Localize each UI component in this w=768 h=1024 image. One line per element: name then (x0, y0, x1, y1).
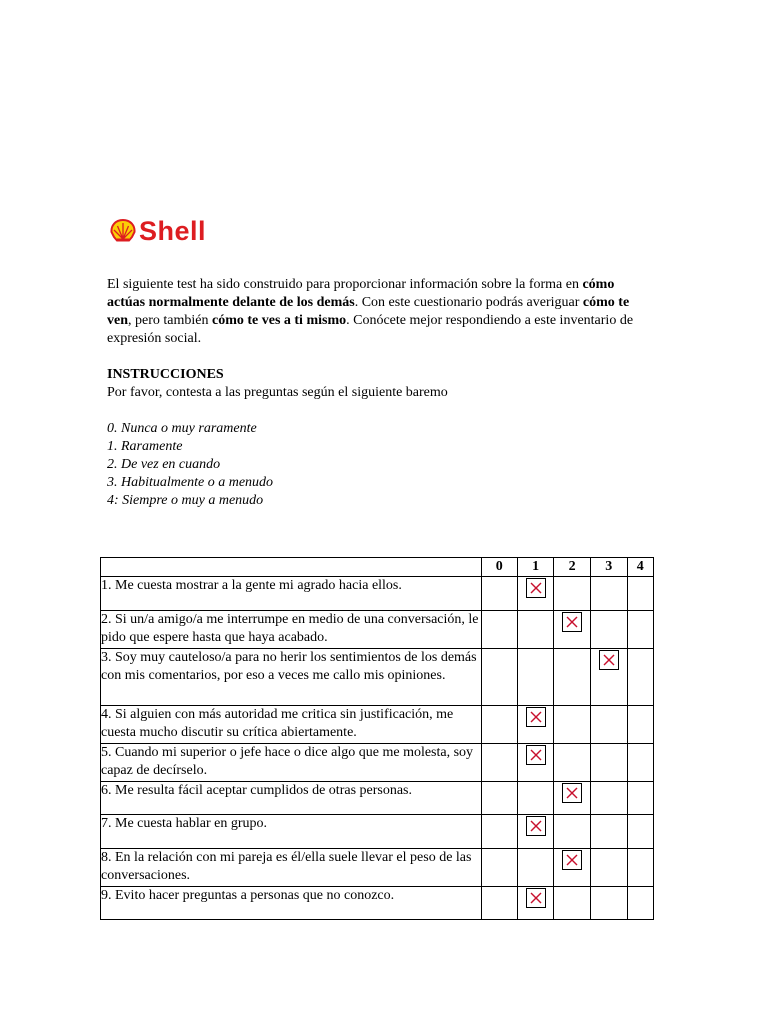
intro-text-1: El siguiente test ha sido construido para proporcionar información sobre la forma en (107, 277, 583, 292)
answer-cell[interactable] (481, 706, 517, 744)
question-text: 3. Soy muy cauteloso/a para no herir los sentimientos de los demás con mis comentarios, por eso a veces me callo mis opiniones. (101, 649, 482, 706)
answer-cell[interactable] (481, 649, 517, 706)
question-text: 9. Evito hacer preguntas a personas que no conozco. (101, 887, 482, 920)
answer-cell[interactable] (627, 849, 654, 887)
intro-text-3: , pero también (128, 313, 212, 328)
answer-cell[interactable] (627, 577, 654, 611)
rating-scale (107, 420, 647, 510)
checkbox-checked-x-icon[interactable] (599, 650, 619, 670)
brand-name: Shell (139, 216, 207, 246)
table-row (101, 782, 654, 815)
answer-cell[interactable] (517, 887, 554, 920)
table-row (101, 611, 654, 649)
intro-bold-3: cómo te ves a ti mismo (211, 313, 347, 328)
question-text: 4. Si alguien con más autoridad me critica sin justificación, me cuesta mucho discutir su crítica abiertamente. (101, 706, 482, 744)
question-text: 1. Me cuesta mostrar a la gente mi agrado hacia ellos. (101, 577, 482, 611)
answer-cell[interactable] (517, 649, 554, 706)
intro-paragraph (107, 276, 647, 348)
question-text: 6. Me resulta fácil aceptar cumplidos de otras personas. (101, 782, 482, 815)
answer-cell[interactable] (554, 611, 591, 649)
checkbox-checked-x-icon[interactable] (562, 850, 582, 870)
checkbox-checked-x-icon[interactable] (526, 888, 546, 908)
question-column-header (101, 558, 482, 577)
intro-text-4: . Conócete mejor respondiendo a este inventario de expresión social. (107, 313, 634, 346)
shell-pecten-icon (110, 219, 136, 243)
question-text: 2. Si un/a amigo/a me interrumpe en medio de una conversación, le pido que espere hasta que haya acabado. (101, 611, 482, 649)
answer-cell[interactable] (627, 611, 654, 649)
answer-cell[interactable] (554, 815, 591, 849)
column-header: 0 (481, 558, 517, 577)
intro-text-2: . Con este cuestionario podrás averiguar (354, 295, 583, 310)
checkbox-checked-x-icon[interactable] (526, 707, 546, 727)
answer-cell[interactable] (481, 815, 517, 849)
answer-cell[interactable] (554, 849, 591, 887)
table-row (101, 849, 654, 887)
answer-cell[interactable] (481, 782, 517, 815)
table-header-row (101, 558, 654, 577)
checkbox-checked-x-icon[interactable] (526, 745, 546, 765)
answer-cell[interactable] (481, 744, 517, 782)
table-row (101, 577, 654, 611)
instructions-heading: INSTRUCCIONES (107, 367, 224, 382)
answer-cell[interactable] (481, 849, 517, 887)
answer-cell[interactable] (627, 649, 654, 706)
questionnaire-table (100, 557, 654, 920)
answer-cell[interactable] (517, 815, 554, 849)
answer-cell[interactable] (554, 706, 591, 744)
question-text: 7. Me cuesta hablar en grupo. (101, 815, 482, 849)
answer-cell[interactable] (554, 577, 591, 611)
scale-item: 1. Raramente (107, 439, 183, 454)
answer-cell[interactable] (481, 611, 517, 649)
column-header: 4 (627, 558, 654, 577)
scale-item: 3. Habitualmente o a menudo (107, 475, 274, 490)
document-body (107, 276, 647, 510)
question-text: 5. Cuando mi superior o jefe hace o dice algo que me molesta, soy capaz de decírselo. (101, 744, 482, 782)
question-text: 8. En la relación con mi pareja es él/ella suele llevar el peso de las conversaciones. (101, 849, 482, 887)
answer-cell[interactable] (517, 577, 554, 611)
answer-cell[interactable] (554, 782, 591, 815)
scale-item: 2. De vez en cuando (107, 457, 221, 472)
answer-cell[interactable] (590, 706, 627, 744)
answer-cell[interactable] (517, 782, 554, 815)
answer-cell[interactable] (590, 744, 627, 782)
intro-bold-2: cómo te ven (107, 295, 630, 328)
answer-cell[interactable] (627, 887, 654, 920)
column-header: 3 (590, 558, 627, 577)
answer-cell[interactable] (590, 782, 627, 815)
answer-cell[interactable] (590, 815, 627, 849)
table-row (101, 706, 654, 744)
answer-cell[interactable] (627, 782, 654, 815)
column-header: 2 (554, 558, 591, 577)
column-header: 1 (517, 558, 554, 577)
scale-item: 0. Nunca o muy raramente (107, 421, 257, 436)
answer-cell[interactable] (627, 706, 654, 744)
answer-cell[interactable] (590, 887, 627, 920)
intro-bold-1: cómo actúas normalmente delante de los demás (107, 277, 615, 310)
answer-cell[interactable] (590, 611, 627, 649)
answer-cell[interactable] (517, 611, 554, 649)
table-row (101, 815, 654, 849)
answer-cell[interactable] (517, 744, 554, 782)
checkbox-checked-x-icon[interactable] (562, 783, 582, 803)
answer-cell[interactable] (554, 649, 591, 706)
answer-cell[interactable] (517, 706, 554, 744)
answer-cell[interactable] (590, 649, 627, 706)
answer-cell[interactable] (481, 887, 517, 920)
table-row (101, 649, 654, 706)
checkbox-checked-x-icon[interactable] (562, 612, 582, 632)
answer-cell[interactable] (627, 744, 654, 782)
instructions-text: Por favor, contesta a las preguntas según el siguiente baremo (107, 385, 448, 400)
answer-cell[interactable] (590, 577, 627, 611)
table-row (101, 744, 654, 782)
shell-logo (110, 216, 206, 246)
checkbox-checked-x-icon[interactable] (526, 578, 546, 598)
questions-body (101, 577, 654, 920)
answer-cell[interactable] (554, 744, 591, 782)
table-row (101, 887, 654, 920)
answer-cell[interactable] (517, 849, 554, 887)
answer-cell[interactable] (627, 815, 654, 849)
answer-cell[interactable] (481, 577, 517, 611)
checkbox-checked-x-icon[interactable] (526, 816, 546, 836)
answer-cell[interactable] (590, 849, 627, 887)
answer-cell[interactable] (554, 887, 591, 920)
scale-item: 4: Siempre o muy a menudo (107, 493, 264, 508)
